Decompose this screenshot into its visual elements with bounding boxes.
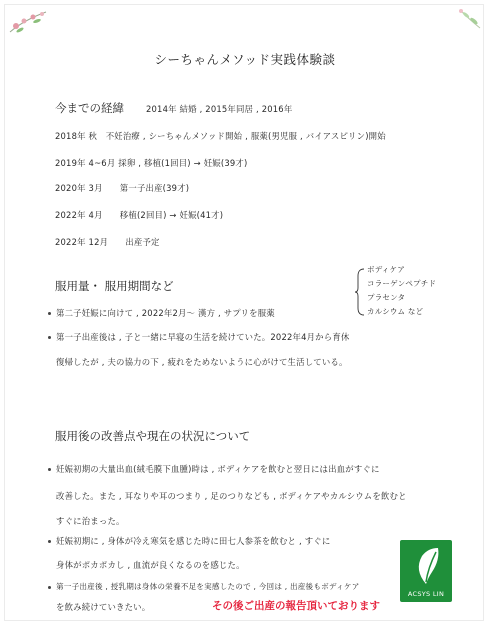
history-heading-note: 2014年 結婚 , 2015年同居 , 2016年 [146,104,293,114]
flower-sprig-icon [6,6,52,36]
history-line: 2019年 4~6月 採卵 , 移植(1回目) → 妊娠(39才) [55,158,248,168]
history-line: 2022年 12月 出産予定 [55,237,160,247]
improvement-line: 改善した。また , 耳なりや耳のつまり , 足のつりなども , ボディケアやカルシウムを飲むと [56,491,407,501]
leaf-sprig-icon [454,6,484,32]
improvement-line: 妊娠初期に , 身体が冷え寒気を感じた時に田七人参茶を飲むと , すぐに [56,536,331,546]
improvements-heading: 服用後の改善点や現在の状況について [55,429,251,443]
improvement-line: 身体がポカポカし , 血流が良くなるのを感じた。 [56,560,245,570]
bullet-dot [48,336,51,339]
dosage-bullet: 復帰したが , 夫の協力の下 , 疲れをためないように心がけて生活している。 [56,357,348,367]
supplement-item: コラーゲンペプチド [367,279,437,288]
supplement-item: ボディケア [367,265,405,274]
dosage-bullet: 第二子妊娠に向けて , 2022年2月〜 漢方 , サプリを服薬 [56,308,275,318]
logo-text: ACSYS LIN [407,590,445,598]
brace-icon [355,268,365,316]
history-heading: 今までの経緯 [55,101,124,115]
dosage-heading: 服用量・ 服用期間など [55,279,174,293]
improvement-line: 妊娠初期の大量出血(絨毛膜下血腫)時は , ボディケアを飲むと翌日には出血がすぐに [56,464,380,474]
history-line: 2018年 秋 不妊治療 , シーちゃんメソッド開始 , 服薬(男児服 , バイアスピリン)開始 [55,131,386,141]
bullet-dot [48,586,51,589]
improvement-line: すぐに治まった。 [56,516,125,526]
acsys-lin-logo [400,540,452,602]
birth-report-note: その後ご出産の報告頂いております [212,600,380,612]
bullet-dot [48,540,51,543]
leaf-logo-icon [410,546,442,586]
supplement-item: カルシウム など [367,307,424,316]
improvement-line: を飲み続けていきたい。 [56,602,151,612]
bullet-dot [48,468,51,471]
dosage-bullet: 第一子出産後は , 子と一緒に早寝の生活を続けていた。2022年4月から育休 [56,332,350,342]
document-title: シーちゃんメソッド実践体験談 [154,52,336,67]
supplement-item: プラセンタ [367,293,406,302]
improvement-line: 第一子出産後 , 授乳期は身体の栄養不足を実感したので , 今回は , 出産後もボディケア [56,582,360,591]
history-line: 2020年 3月 第一子出産(39才) [55,183,190,193]
history-line: 2022年 4月 移植(2回目) → 妊娠(41才) [55,210,224,220]
bullet-dot [48,312,51,315]
